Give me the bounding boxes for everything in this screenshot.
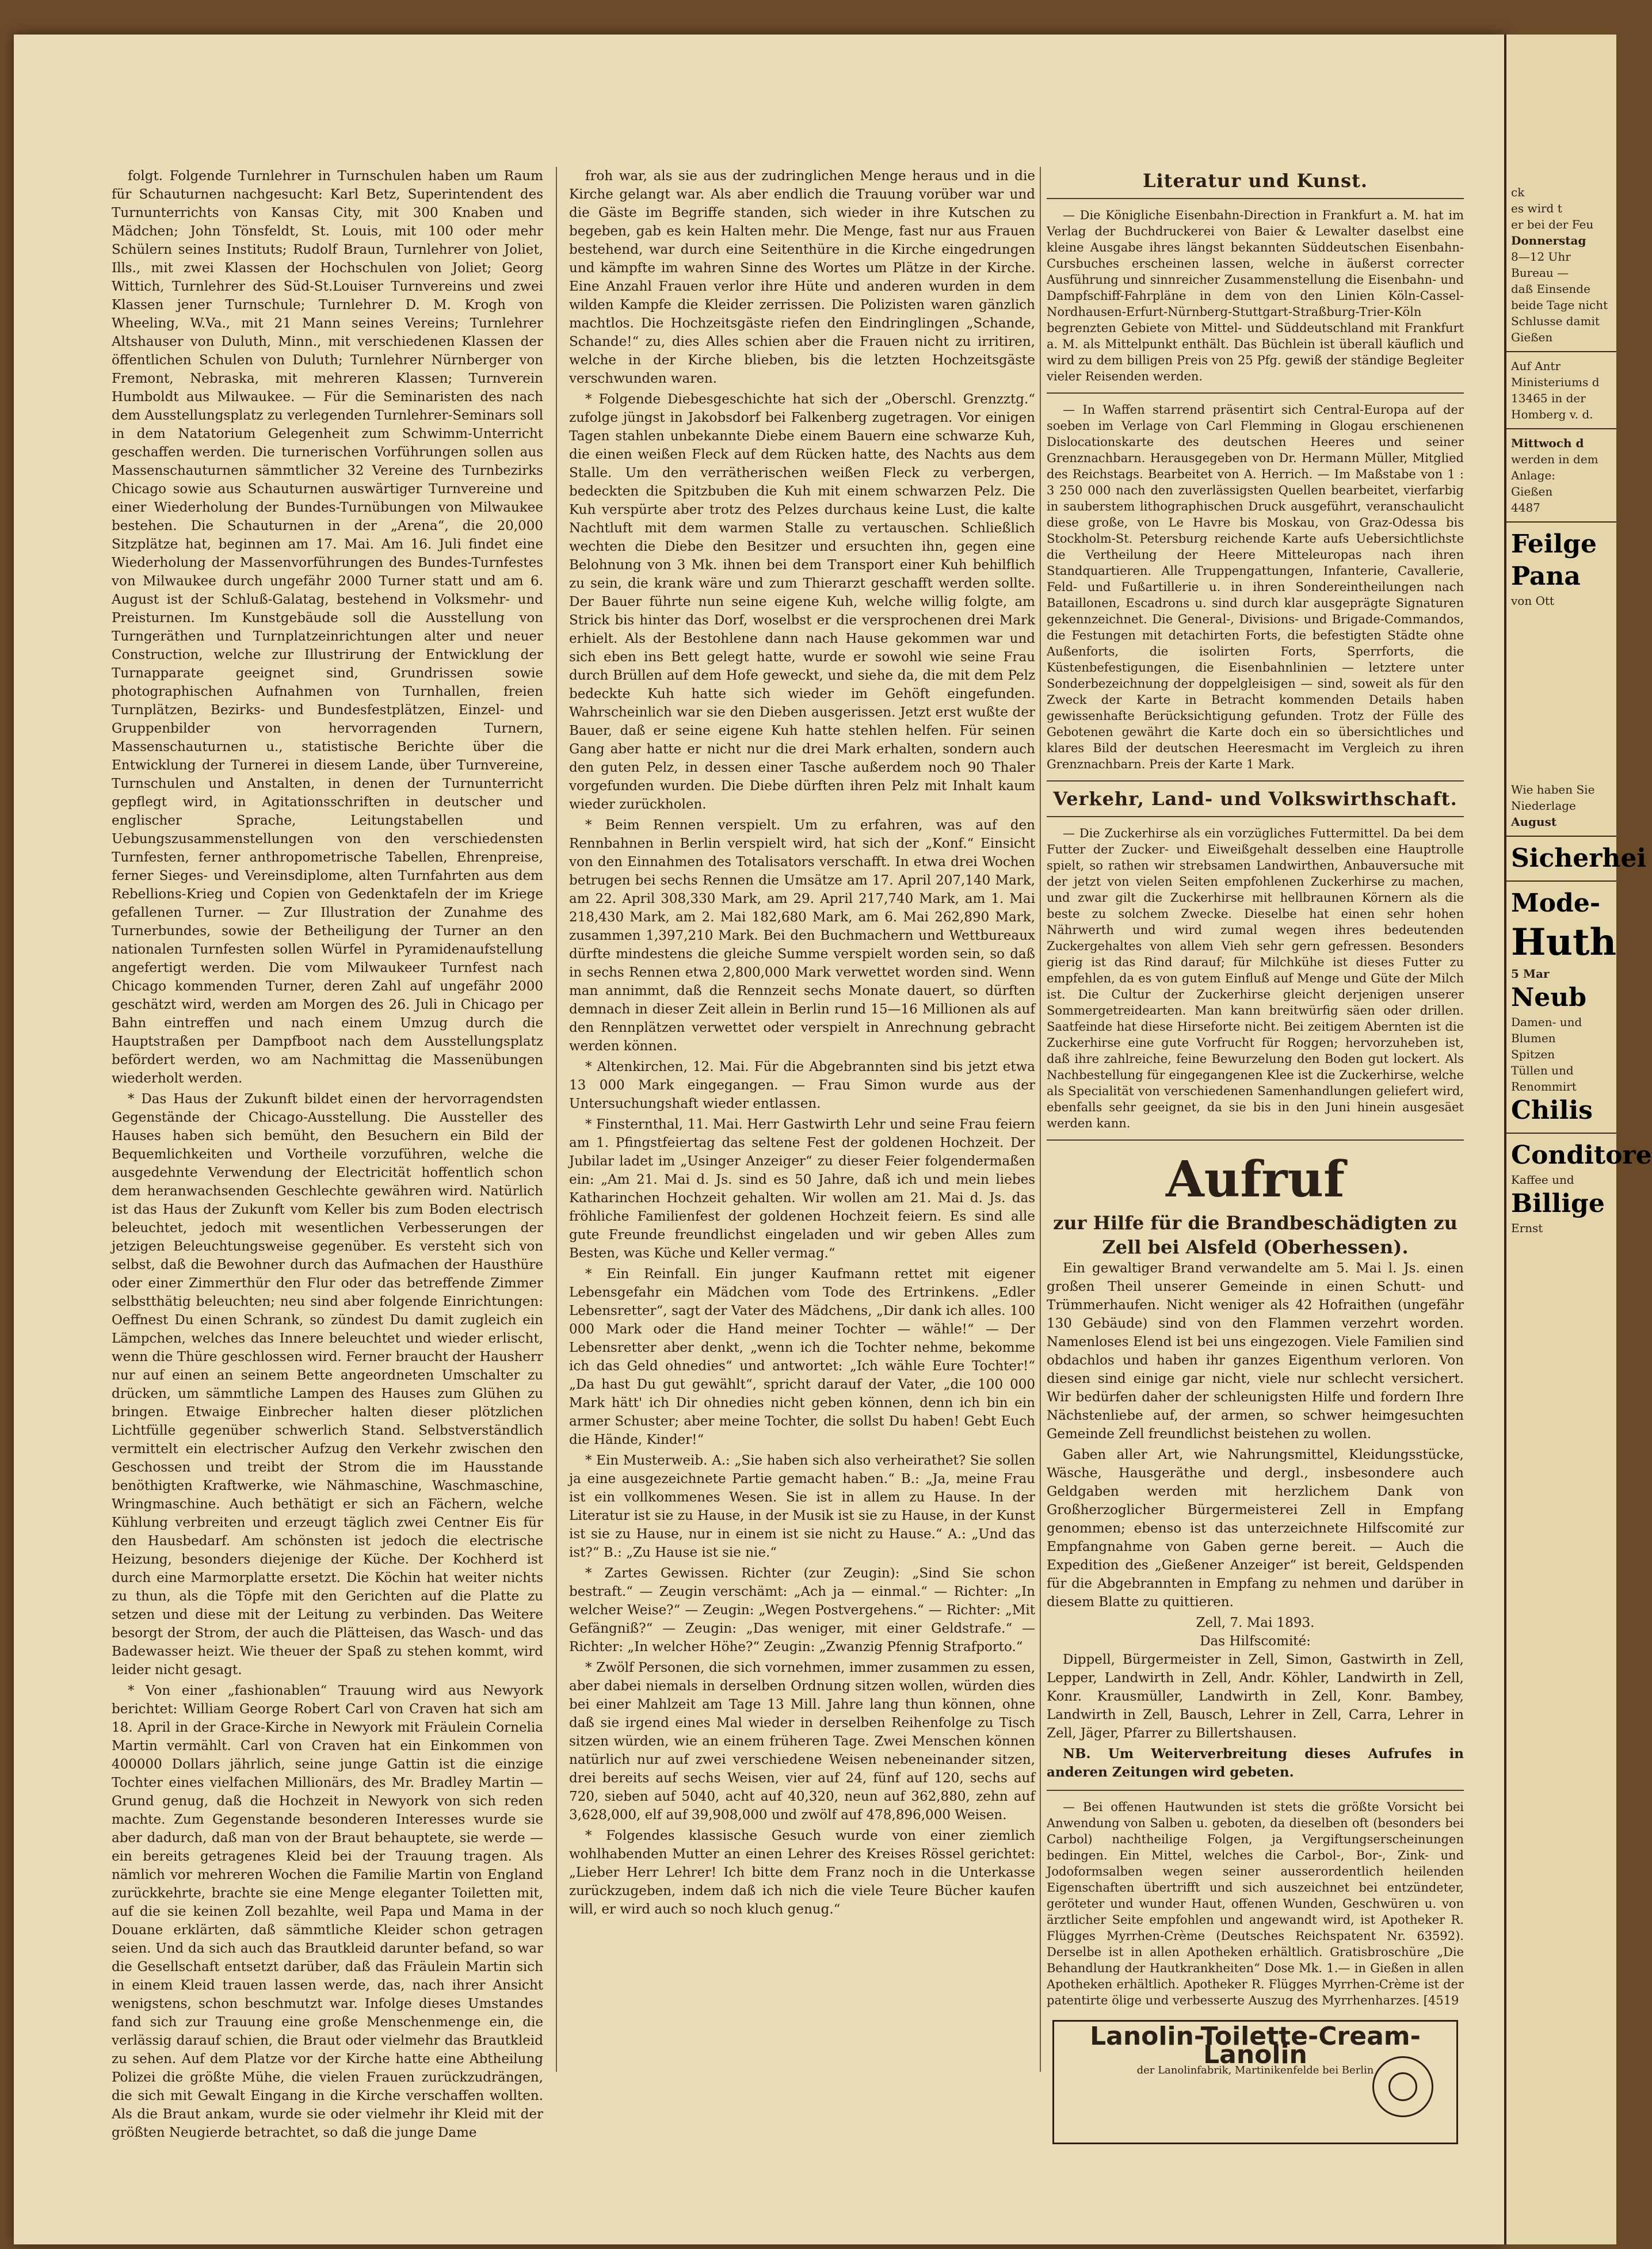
aufruf-title: Aufruf: [1165, 1150, 1345, 1209]
np-heading: Chilis: [1511, 1096, 1593, 1125]
article-zartes-gewissen: * Zartes Gewissen. Richter (zur Zeugin): „Sind Sie schon bestraft.“ — Zeugin verschämt: „Ach ja — einmal.“ — Richter: „In welcher Weise?“ — Zeugin: „Wegen Postvergehens.“ — Richter: „Mit Gefängniß?“ — Zeugin: „Das weniger, mit einer Geldstrafe.“ — Richter: „In welcher Höhe?“ Zeugin: „Zwanzig Pfennig Strafporto.“: [569, 1566, 1035, 1655]
np-text: Wie haben Sie: [1511, 783, 1595, 796]
np-text: 5 Mar: [1511, 967, 1550, 981]
np-text: 13465 in der: [1511, 391, 1586, 405]
article-diebesgeschichte: * Folgende Diebesgeschichte hat sich der „Oberschl. Grenzztg.“ zufolge jüngst in Jakobsdorf bei Falkenberg zugetragen. Vor einigen Tagen stahlen unbekannte Diebe einem Bauern eine schwarze Kuh, die einen weißen Fleck auf dem Rücken hatte, des Nachts aus dem Stalle. Um den verrätherischen weißen Fleck zu verbergen, bedeckten die Spitzbuben die Kuh mit einem schwarzen Pelz. Die Kuh verspürte aber trotz des Pelzes durchaus keine Lust, die kalte Nachtluft mit dem warmen Stalle zu vertauschen. Schließlich wechten die Diebe den Besitzer und ersuchten ihn, gegen eine Belohnung von 3 Mk. ihnen bei dem Transport einer Kuh behilflich zu sein, die krank wäre und zum Thierarzt geschafft werden sollte. Der Bauer führte nun seine eigene Kuh, welche willig folgte, am Strick bis hinter das Dorf, woselbst er die versprochenen drei Mark erhielt. Als der Bestohlene dann nach Hause gekommen war und sich eben ins Bett gelegt hatte, wurde er sowohl wie seine Frau durch Brüllen auf dem Hofe geweckt, und siehe da, die mit dem Pelz bedeckte Kuh hatte sich wieder im Gehöft eingefunden. Wahrscheinlich war sie den Dieben ausgerissen. Jetzt erst wußte der Bauer, daß er seine eigene Kuh hatte stehlen helfen. Für seinen Gang aber hatte er nicht nur die drei Mark erhalten, sondern auch den guten Pelz, in dessen einer Tasche außerdem noch 90 Thaler vorgefunden wurden. Die Diebe dürften ihren Pelz mit Inhalt kaum wieder zurückholen.: [569, 392, 1035, 812]
divider: [1506, 351, 1616, 352]
divider: [1047, 1139, 1464, 1141]
np-text: 8—12 Uhr: [1511, 250, 1571, 264]
np-text: Tüllen und: [1511, 1063, 1574, 1077]
np-text: Ernst: [1511, 1221, 1543, 1235]
np-text: Auf Antr: [1511, 359, 1561, 373]
article-fashionable-trauung: * Von einer „fashionablen“ Trauung wird aus Newyork berichtet: William George Robert Carl von Craven hat sich am 18. April in der Grace-Kirche in Newyork mit Fräulein Cornelia Martin vermählt. Carl von Craven hat ein Einkommen von 400000 Dollars jährlich, seine junge Gattin ist die einzige Tochter eines vielfachen Millionärs, des Mr. Bradley Martin — Grund genug, daß die Hochzeit in Newyork von sich reden machte. Zum Gegenstande besonderen Interesses wurde sie aber dadurch, daß man von der Braut behauptete, sie werde — ein bereits getragenes Kleid bei der Trauung tragen. Als nämlich vor mehreren Wochen die Familie Martin von England zurückkehrte, brachte sie eine Menge eleganter Toiletten mit, auf die sie keinen Zoll bezahlte, weil Papa und Mama in der Douane erklärten, daß sämmtliche Kleider schon getragen seien. Und da sich auch das Brautkleid darunter befand, so war die Gesellschaft entsetzt darüber, daß das Fräulein Martin sich in einem Kleid trauen lassen werde, das, nach ihrer Ansicht wenigstens, schon beschmutzt war. Infolge dieses Umstandes fand sich zur Trauung eine große Menschenmenge ein, die verlässig darauf schien, die Braut oder vielmehr das Brautkleid zu sehen. Auf dem Platze vor der Kirche hatte eine Abtheilung Polizei die größte Mühe, die vielen Frauen zurückzudrängen, die sich mit Gewalt Eingang in die Kirche verschaffen wollten. Als die Braut ankam, wurde sie oder vielmehr ihr Kleid mit der größten Neugierde betrachtet, so daß die junge Dame: [112, 1683, 543, 2140]
np-text: beide Tage nicht: [1511, 298, 1608, 312]
ad-hautwunden: [1047, 1799, 1464, 2008]
np-text: Gießen: [1511, 330, 1553, 344]
np-text: er bei der Feu: [1511, 218, 1594, 231]
aufruf-names: Dippell, Bürgermeister in Zell, Simon, Gastwirth in Zell, Lepper, Landwirth in Zell, Andr. Köhler, Landwirth in Zell, Konr. Krausmüller, Landwirth in Zell, Konr. Bambey, Landwirth in Zell, Bausch, Lehrer in Zell, Carra, Lehrer in Zell, Jäger, Pfarrer zu Billertshausen.: [1047, 1652, 1464, 1741]
article-reinfall: * Ein Reinfall. Ein junger Kaufmann rettet mit eigener Lebensgefahr ein Mädchen vom Tode des Ertrinkens. „Edler Lebensretter“, sagt der Vater des Mädchens, „Dir dank ich alles. 100 000 Mark oder die Hand meiner Tochter — wähle!“ — Der Lebensretter aber denkt, „wenn ich die Tochter nehme, bekomme ich das Geld ohnedies“ und antwortet: „Ich wähle Eure Tochter!“ „Da hast Du gut gewählt“, spricht darauf der Vater, „die 100 000 Mark hätt' ich Dir ohnedies nicht geben können, denn ich bin ein armer Schuster; aber meine Tochter, die sollst Du haben! Gebt Euch die Hände, Kinder!“: [569, 1267, 1035, 1447]
np-text: Schlusse damit: [1511, 314, 1600, 328]
np-heading: Mode-: [1511, 889, 1601, 918]
ad-hautwunden-text: — Bei offenen Hautwunden ist stets die größte Vorsicht bei Anwendung von Salben u. geboten, da dieselben oft (besonders bei Carbol) nachtheilige Folgen, ja Vergiftungserscheinungen bedingen. Ein Mittel, welches die Carbol-, Bor-, Zink- und Jodoformsalben wegen seiner ausserordentlich heilenden Eigenschaften übertrifft und sich auszeichnet bei entzündeter, geröteter und wunder Haut, offenen Wunden, Geschwüren u. von ärztlicher Seite empfohlen und angewandt wird, ist Apotheker R. Flügges Myrrhen-Crème (Deutsches Reichspatent Nr. 63592). Derselbe ist in allen Apotheken erhältlich. Gratisbroschüre „Die Behandlung der Hautkrankheiten“ Dose Mk. 1.— in Gießen in allen Apotheken erhältlich. Apotheker R. Flügges Myrrhen-Crème ist der patentirte ölige und verbesserte Auszug des Myrrhenharzes.: [1047, 1800, 1464, 2007]
np-text: Renommirt: [1511, 1080, 1577, 1093]
article-dislocationskarte: — In Waffen starrend präsentirt sich Central-Europa auf der soeben im Verlage von Carl Flemming in Glogau erschienenen Dislocationskarte des deutschen Heeres und seiner Grenznachbarn. Herausgegeben von Dr. Hermann Müller, Mitglied des Reichstags. Bearbeitet von A. Herrich. — Im Maßstabe von 1 : 3 250 000 nach den zuverlässigsten Quellen bearbeitet, vierfarbig in sauberstem lithographischen Druck ausgeführt, veranschaulicht diese große, von Le Havre bis Moskau, von Graz-Odessa bis Stockholm-St. Petersburg reichende Karte aufs Uebersichtlichste die Vertheilung der Heere Mitteleuropas nach ihren Standquartieren. Alle Truppengattungen, Infanterie, Cavallerie, Feld- und Fußartillerie u. in ihren Sondereintheilungen nach Bataillonen, Escadrons u. sind durch klar ausgeprägte Signaturen gekennzeichnet. Die General-, Divisions- und Brigade-Commandos, die Festungen mit detachirten Forts, die befestigten Städte ohne Außenforts, die isolirten Forts, Sperrforts, die Küstenbefestigungen, die Eisenbahnlinien — letztere unter Sonderbezeichnung der doppelgleisigen — sind, soweit als für den Zweck der Karte in Betracht kommenden Details haben gewissenhafte Berücksichtigung gefunden. Trotz der Fülle des Gebotenen gewährt die Karte doch ein so übersichtliches und klares Bild der deutschen Heeresmacht im Vergleich zu ihren Grenznachbarn. Preis der Karte 1 Mark.: [1047, 403, 1464, 771]
column-1: [112, 167, 543, 2140]
np-heading: Billige: [1511, 1189, 1605, 1218]
aufruf-nb: NB. Um Weiterverbreitung dieses Aufrufes in anderen Zeitungen wird gebeten.: [1047, 1746, 1464, 1780]
divider: [1047, 198, 1464, 199]
divider: [1047, 392, 1464, 394]
np-text: Gießen: [1511, 485, 1553, 498]
article-turner-continued: folgt. Folgende Turnlehrer in Turnschulen haben um Raum für Schauturnen nachgesucht: Karl Betz, Superintendent des Turnunterrichts von Kansas City, mit 300 Knaben und Mädchen; John Tönsfeldt, St. Louis, mit 100 oder mehr Schülern seines Instituts; Rudolf Braun, Turnlehrer von Joliet, Ills., mit zwei Klassen der Hochschulen von Joliet; Georg Wittich, Turnlehrer des Süd-St.Louiser Turnvereins und zwei Klassen jener Turnschule; Turnlehrer D. M. Krogh von Wheeling, W.Va., mit 21 Mann seines Vereins; Turnlehrer Altshauser von Duluth, Minn., mit verschiedenen Klassen der öffentlichen Schulen von Duluth; Turnlehrer Nürnberger von Fremont, Nebraska, mit mehreren Klassen; Turnverein Humboldt aus Milwaukee. — Für die Seminaristen des nach dem Ausstellungsplatz zu verlegenden Turnlehrer-Seminars soll in dem Natatorium Gelegenheit zum Schwimm-Unterricht geschaffen werden. Die turnerischen Vorführungen sollen aus Massenschauturnen sämmtlicher 32 Vereine des Turnbezirks Chicago sowie aus Schauturnen auswärtiger Turnvereine und einer Wiederholung der Bundes-Turnübungen von Milwaukee bestehen. Die Schauturnen in der „Arena“, die 20,000 Sitzplätze hat, beginnen am 17. Mai. Am 16. Juli findet eine Wiederholung der Massenvorführungen des Bundes-Turnfestes von Milwaukee durch ungefähr 2000 Turner statt und am 6. August ist der Schluß-Galatag, bestehend in Volksmehr- und Preisturnen. Im Kunstgebäude soll die Ausstellung von Turngeräthen und Turnplatzeinrichtungen alter und neuer Construction, welche zur Illustrirung der Entwicklung der Turnapparate geeignet sind, Grundrissen sowie photographischen Aufnahmen von Turnhallen, freien Turnplätzen, Bezirks- und Bundesfestplätzen, Einzel- und Gruppenbilder von hervorragenden Turnern, Massenschauturnen u., statistische Berichte über die Entwicklung der Turnerei in diesem Lande, über Turnvereine, Turnschulen und Anstalten, in denen der Turnunterricht gepflegt wird, in Agitationsschriften in deutscher und englischer Sprache, Leitungstabellen und Uebungszusammenstellungen von den verschiedensten Turnfesten, ferner anthropometrische Tabellen, Ehrenpreise, ferner Sieges- und Vereinsdiplome, alten Turnfahrten aus dem Rebellions-Krieg und Copien von Gedenktafeln der im Kriege gefallenen Turner. — Zur Illustration der Zunahme des Turnerbundes, sowie der Betheiligung der Turner an den nationalen Turnfesten sollen Würfel in Pyramidenaufstellung angefertigt werden. Die vom Milwaukeer Turnfest nach Chicago kommenden Turner, deren Zahl auf ungefähr 2000 geschätzt wird, werden am Morgen des 26. Juli in Chicago per Bahn eintreffen und nach einem Umzug durch die Hauptstraßen per Dampfboot nach dem Ausstellungsplatz befördert werden, wo am Nachmittag die Massenübungen wiederholt werden.: [112, 169, 543, 1086]
article-musterweib: * Ein Musterweib. A.: „Sie haben sich also verheirathet? Sie sollen ja eine ausgezeichnete Partie gemacht haben.“ B.: „Ja, meine Frau ist ein vollkommenes Wesen. Sie ist in allem zu Hause. In der Literatur ist sie zu Hause, in der Musik ist sie zu Hause, in der Kunst ist sie zu Hause, nur in einem ist sie nicht zu Hause.“ A.: „Und das ist?“ B.: „Zu Hause ist sie nie.“: [569, 1453, 1035, 1560]
np-heading: Conditore: [1511, 1141, 1652, 1170]
np-heading: Pana: [1511, 562, 1581, 591]
divider: [1047, 816, 1464, 817]
np-heading: Sicherhei: [1511, 844, 1647, 873]
article-trauung-continued: froh war, als sie aus der zudringlichen Menge heraus und in die Kirche gelangt war. Als aber endlich die Trauung vorüber war und die Gäste im Begriffe standen, sich wieder in ihre Kutschen zu begeben, gab es kein Halten mehr. Die Menge, fast nur aus Frauen bestehend, war durch eine Seitenthüre in die Kirche eingedrungen und kämpfte im wahren Sinne des Wortes um Plätze in der Kirche. Eine Anzahl Frauen verlor ihre Hüte und anderen wurden in dem wilden Kampfe die Kleider zerrissen. Die Polizisten waren gänzlich machtlos. Die Hochzeitsgäste riefen den Eindringlingen „Schande, Schande!“ zu, dies Alles schien aber die Frauen nicht zu irritiren, welche in der Kirche blieben, bis die letzten Hochzeitsgäste verschwunden waren.: [569, 169, 1035, 386]
newspaper-page: [14, 35, 1504, 2244]
np-heading: Feilge: [1511, 529, 1597, 559]
np-text: Ministeriums d: [1511, 375, 1600, 389]
section-title-verkehr: Verkehr, Land- und Volkswirthschaft.: [1053, 788, 1458, 810]
article-klassisches-gesuch: * Folgendes klassische Gesuch wurde von einer ziemlich wohlhabenden Mutter an einen Lehrer des Kreises Rössel gerichtet: „Lieber Herr Lehrer! Ich bitte dem Franz noch in die Unterkasse zurückzugeben, indem daß ich nich die viele Teure Bücher kaufen will, er wird auch so noch kluch genug.“: [569, 1828, 1035, 1917]
ad-lanolin: [1052, 2020, 1458, 2144]
divider: [1506, 428, 1616, 429]
divider: [1506, 521, 1616, 523]
np-text: Bureau —: [1511, 266, 1569, 280]
column-rule: [556, 167, 557, 2072]
np-text: Anlage:: [1511, 468, 1556, 482]
np-heading: Neub: [1511, 983, 1586, 1012]
column-2: [569, 167, 1035, 2112]
column-3: [1047, 167, 1464, 2152]
article-zuckerhirse: — Die Zuckerhirse als ein vorzügliches Futtermittel. Da bei dem Futter der Zucker- und Eiweißgehalt desselben eine Hauptrolle spielt, so rathen wir strebsamen Landwirthen, Anbauversuche mit der jetzt von vielen Seiten empfohlenen Zuckerhirse zu machen, und zwar gilt die Zuckerhirse mit hellbraunen Körnern als die beste zu solchem Zwecke. Dieselbe hat einen sehr hohen Nährwerth und wird zumal wegen ihres bedeutenden Zuckergehaltes von allem Vieh sehr gern gefressen. Besonders gierig ist das Rind darauf; für Milchkühe ist dieses Futter zu empfehlen, da es von gutem Einfluß auf Menge und Güte der Milch ist. Die Cultur der Zuckerhirse gleicht derjenigen unserer Sommergetreidearten. Man kann breitwürfig säen oder drillen. Saatfeinde hat diese Hirseforte nicht. Bei zeitigem Abernten ist die Zuckerhirse eine gute Vorfrucht für Roggen; hervorzuheben ist, daß ihre zahlreiche, feine Bewurzelung den Boden gut lockert. Als Nachbestellung für eingegangenen Klee ist die Zuckerhirse, welche als Specialität von verschiedenen Samenhandlungen geliefert wird, ebenfalls sehr geeignet, da sie bis in den Juni hinein ausgesäet werden kann.: [1047, 826, 1464, 1130]
divider: [1506, 836, 1616, 837]
column-rule: [1040, 167, 1041, 2072]
aufruf-committee-label: Das Hilfscomité:: [1200, 1634, 1311, 1649]
np-text: 4487: [1511, 501, 1540, 514]
divider: [1506, 1133, 1616, 1134]
np-text: August: [1511, 815, 1557, 829]
aufruf-paragraph: Gaben aller Art, wie Nahrungsmittel, Kleidungsstücke, Wäsche, Hausgeräthe und dergl., insbesondere auch Geldgaben werden mit herzlichem Dank von Großherzoglicher Bürgermeisterei Zell in Empfang genommen; ebenso ist das unterzeichnete Hilfscomité zur Empfangnahme von Gaben gerne bereit. — Auch die Expedition des „Gießener Anzeiger“ ist bereit, Geldspenden für die Abgebrannten in Empfang zu nehmen und darüber in diesem Blatte zu quittieren.: [1047, 1447, 1464, 1610]
article-zwoelf-personen: * Zwölf Personen, die sich vornehmen, immer zusammen zu essen, aber dabei niemals in derselben Ordnung sitzen wollen, würden dies bei einer Mahlzeit am Tage 13 Mill. Jahre lang thun können, ohne daß sie irgend eines Mal wieder in derselben Reihenfolge zu Tisch sitzen würden, wie an einem früheren Tage. Zwei Menschen können natürlich nur auf zwei verschiedene Weisen nebeneinander sitzen, drei bereits auf sechs Weisen, vier auf 24, fünf auf 120, sechs auf 720, sieben auf 5040, acht auf 40,320, neun auf 362,880, zehn auf 3,628,000, elf auf 39,908,000 und zwölf auf 478,896,000 Weisen.: [569, 1660, 1035, 1823]
article-altenkirchen: * Altenkirchen, 12. Mai. Für die Abgebrannten sind bis jetzt etwa 13 000 Mark eingegangen. — Frau Simon wurde aus der Untersuchungshaft wieder entlassen.: [569, 1059, 1035, 1111]
np-text: Damen- und: [1511, 1015, 1582, 1029]
aufruf-paragraph: Ein gewaltiger Brand verwandelte am 5. Mai l. Js. einen großen Theil unserer Gemeinde in einen Schutt- und Trümmerhaufen. Nicht weniger als 42 Hofraithen (ungefähr 130 Gebäude) sind von den Flammen verzehrt worden. Namenloses Elend ist bei uns eingezogen. Viele Familien sind obdachlos und haben ihr ganzes Eigenthum verloren. Von diesen sind einige gar nicht, viele nur schlecht versichert. Wir bedürfen daher der schleunigsten Hilfe und fordern Ihre Nächstenliebe auf, der armen, so schwer heimgesuchten Gemeinde Zell freundlichst beistehen zu wollen.: [1047, 1261, 1464, 1442]
np-text: Kaffee und: [1511, 1173, 1574, 1187]
np-text: Homberg v. d.: [1511, 407, 1593, 421]
np-text: Donnerstag: [1511, 234, 1586, 247]
article-cursbuch: — Die Königliche Eisenbahn-Direction in Frankfurt a. M. hat im Verlag der Buchdruckerei von Baier & Lewalter daselbst eine kleine Ausgabe ihres längst bekannten Süddeutschen Eisenbahn-Cursbuches erscheinen lassen, welche in äußerst correcter Ausführung und sinnreicher Zusammenstellung die Eisenbahn- und Dampfschiff-Fahrpläne in dem von den Linien Köln-Cassel-Nordhausen-Erfurt-Nürnberg-Stuttgart-Straßburg-Trier-Köln begrenzten Gebiete von Mittel- und Süddeutschland mit Frankfurt a. M. als Mittelpunkt enthält. Das Büchlein ist überall käuflich und wird zu dem billigen Preis von 25 Pfg. gewiß der ständige Begleiter vieler Reisenden werden.: [1047, 208, 1464, 383]
np-heading: Huth: [1511, 921, 1617, 964]
np-text: von Ott: [1511, 594, 1555, 608]
np-text: ck: [1511, 185, 1525, 199]
lanolin-title: Lanolin-Toilette-Cream-Lanolin: [1090, 2022, 1421, 2069]
adjacent-page-edge: [1504, 35, 1652, 2244]
section-title-literatur: Literatur und Kunst.: [1142, 170, 1368, 192]
aufruf-date: Zell, 7. Mai 1893.: [1196, 1615, 1315, 1630]
np-text: Mittwoch d: [1511, 436, 1584, 450]
divider: [1506, 880, 1616, 882]
lanolin-seal-icon: [1372, 2056, 1433, 2117]
divider: [1047, 1790, 1464, 1791]
np-text: Niederlage: [1511, 799, 1576, 813]
ad-code: [4519: [1423, 1993, 1459, 2007]
np-text: werden in dem: [1511, 452, 1598, 466]
article-haus-der-zukunft: * Das Haus der Zukunft bildet einen der hervorragendsten Gegenstände der Chicago-Ausstellung. Die Aussteller des Hauses haben sich bemüht, den Besuchern ein Bild der Bequemlichkeiten und Vortheile vorzuführen, welche die ausgedehnte Verwendung der Electricität hoffentlich schon dem heranwachsenden Geschlechte gewähren wird. Natürlich ist das Haus der Zukunft vom Keller bis zum Boden electrisch beleuchtet, jedoch mit wesentlichen Verbesserungen der jetzigen Beleuchtungsweise gegenüber. Es versteht sich von selbst, daß die Bewohner durch das Aufmachen der Hausthüre oder einer Zimmerthür den Flur oder das betreffende Zimmer selbstthätig beleuchten; neu sind aber folgende Einrichtungen: Oeffnest Du einen Schrank, so zündest Du damit zugleich ein Lämpchen, welches das Innere beleuchtet und wieder erlischt, wenn die Thüre geschlossen wird. Ferner braucht der Hausherr nur auf einen an seinem Bette angeordneten Umschalter zu drücken, um sämmtliche Lampen des Hauses zum Glühen zu bringen. Etwaige Einbrecher halten dieser plötzlichen Lichtfülle gegenüber schwerlich Stand. Selbstverständlich vermittelt ein electrischer Aufzug den Verkehr zwischen den Geschossen und treibt der Strom die im Hausstande benöthigten Kraftwerke, wie Nähmaschine, Waschmaschine, Wringmaschine. Auch bethätigt er sich an Fächern, welche Kühlung verbreiten und erzeugt täglich zwei Centner Eis für den Hausbedarf. Am schönsten ist jedoch die electrische Heizung, besonders diejenige der Küche. Der Kochherd ist durch eine Marmorplatte ersetzt. Die Köchin hat weiter nichts zu thun, als die Töpfe mit den Gerichten auf die Platte zu setzen und diese mit der Leitung zu verbinden. Das Weitere besorgt der Strom, der auch die Plätteisen, das Wasch- und das Badewasser heizt. Wie theuer der Spaß zu stehen kommt, wird leider nicht gesagt.: [112, 1092, 543, 1678]
divider: [1047, 780, 1464, 782]
aufruf-subtitle: zur Hilfe für die Brandbeschädigten zu Zell bei Alsfeld (Oberhessen).: [1053, 1212, 1458, 1258]
lanolin-maker: der Lanolinfabrik, Martinikenfelde bei Berlin: [1136, 2064, 1374, 2076]
np-text: daß Einsende: [1511, 282, 1590, 296]
article-rennen-verspielt: * Beim Rennen verspielt. Um zu erfahren, was auf den Rennbahnen in Berlin verspielt wird, hat sich der „Konf.“ Einsicht von den Einnahmen des Totalisators verschafft. In etwa drei Wochen betrugen bei sechs Rennen die Umsätze am 17. April 207,140 Mark, am 22. April 308,330 Mark, am 29. April 217,740 Mark, am 1. Mai 218,430 Mark, am 2. Mai 182,680 Mark, am 6. Mai 262,890 Mark, zusammen 1,397,210 Mark. Bei den Buchmachern und Wettbureaux dürfte mindestens die gleiche Summe verspielt worden sein, so daß in sechs Rennen etwa 2,800,000 Mark verwettet worden sind. Wenn man annimmt, daß die Rennzeit sechs Monate dauert, so dürften demnach in dieser Zeit allein in Berlin rund 15—16 Millionen als auf den Rennplätzen verwettet oder verspielt in Anrechnung gebracht werden können.: [569, 818, 1035, 1054]
np-text: Spitzen: [1511, 1047, 1555, 1061]
article-finsternthal: * Finsternthal, 11. Mai. Herr Gastwirth Lehr und seine Frau feiern am 1. Pfingstfeiertag das seltene Fest der goldenen Hochzeit. Der Jubilar ladet im „Usinger Anzeiger“ zu dieser Feier folgendermaßen ein: „Am 21. Mai d. Js. sind es 50 Jahre, daß ich und mein liebes Katharinchen Hochzeit gehalten. Wir wollen am 21. Mai d. Js. das fröhliche Familienfest der goldenen Hochzeit feiern. Es sind alle gute Freunde freundlichst eingeladen und wir geben Alles zum Besten, was Küche und Keller vermag.“: [569, 1117, 1035, 1261]
np-text: Blumen: [1511, 1031, 1556, 1045]
lanolin-seal-inner: [1388, 2072, 1417, 2101]
np-text: es wird t: [1511, 201, 1562, 215]
